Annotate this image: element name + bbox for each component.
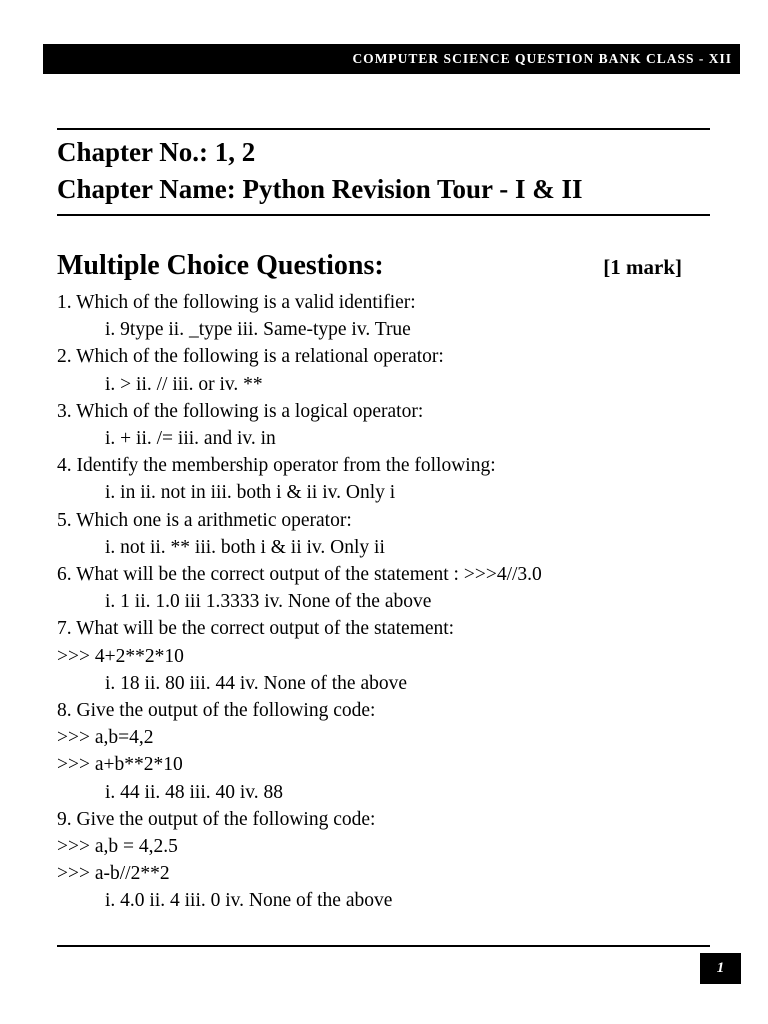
question-line: 1. Which of the following is a valid identifier: bbox=[57, 292, 416, 313]
question-line: 4. Identify the membership operator from the following: bbox=[57, 455, 496, 477]
header-bar bbox=[43, 44, 740, 74]
page-number: 1 bbox=[716, 960, 725, 976]
code-line: >>> a-b//2**2 bbox=[57, 863, 170, 885]
options-line: i. not ii. ** iii. both i & ii iv. Only ii bbox=[105, 536, 385, 558]
page-number-box bbox=[700, 953, 741, 984]
question-line: 7. What will be the correct output of the statement: bbox=[57, 618, 455, 640]
chapter-name-line: Chapter Name: Python Revision Tour - I & II bbox=[57, 174, 583, 204]
options-line: i. + ii. /= iii. and iv. in bbox=[105, 428, 276, 450]
header-title: COMPUTER SCIENCE QUESTION BANK CLASS - XII bbox=[352, 51, 732, 66]
code-line: >>> a,b=4,2 bbox=[57, 727, 154, 749]
options-line: i. 9type ii. _type iii. Same-type iv. True bbox=[105, 319, 411, 341]
options-line: i. 44 ii. 48 iii. 40 iv. 88 bbox=[105, 781, 284, 803]
section-marks: [1 mark] bbox=[603, 255, 682, 279]
chapter-block bbox=[57, 130, 710, 214]
question-line: 6. What will be the correct output of the statement : >>>4//3.0 bbox=[57, 564, 542, 586]
chapter-number-line: Chapter No.: 1, 2 bbox=[57, 137, 256, 167]
section-heading-row bbox=[57, 250, 710, 282]
options-line: i. 4.0 ii. 4 iii. 0 iv. None of the above bbox=[105, 890, 393, 912]
question-line: 3. Which of the following is a logical operator: bbox=[57, 400, 424, 422]
options-line: i. > ii. // iii. or iv. ** bbox=[105, 373, 263, 395]
question-line: 9. Give the output of the following code: bbox=[57, 808, 376, 830]
code-line: >>> a+b**2*10 bbox=[57, 754, 183, 776]
options-line: i. 1 ii. 1.0 iii 1.3333 iv. None of the above bbox=[105, 591, 432, 613]
content-area bbox=[57, 128, 710, 915]
options-line: i. 18 ii. 80 iii. 44 iv. None of the above bbox=[105, 672, 408, 694]
footer-rule bbox=[57, 945, 710, 947]
question-line: 5. Which one is a arithmetic operator: bbox=[57, 509, 352, 531]
section-title: Multiple Choice Questions: bbox=[57, 250, 384, 281]
options-line: i. in ii. not in iii. both i & ii iv. Only i bbox=[105, 482, 396, 504]
question-line: 8. Give the output of the following code: bbox=[57, 700, 376, 722]
question-list bbox=[57, 289, 710, 915]
code-line: >>> 4+2**2*10 bbox=[57, 645, 184, 667]
code-line: >>> a,b = 4,2.5 bbox=[57, 836, 178, 858]
question-line: 2. Which of the following is a relational operator: bbox=[57, 346, 444, 368]
chapter-bottom-rule bbox=[57, 214, 710, 216]
